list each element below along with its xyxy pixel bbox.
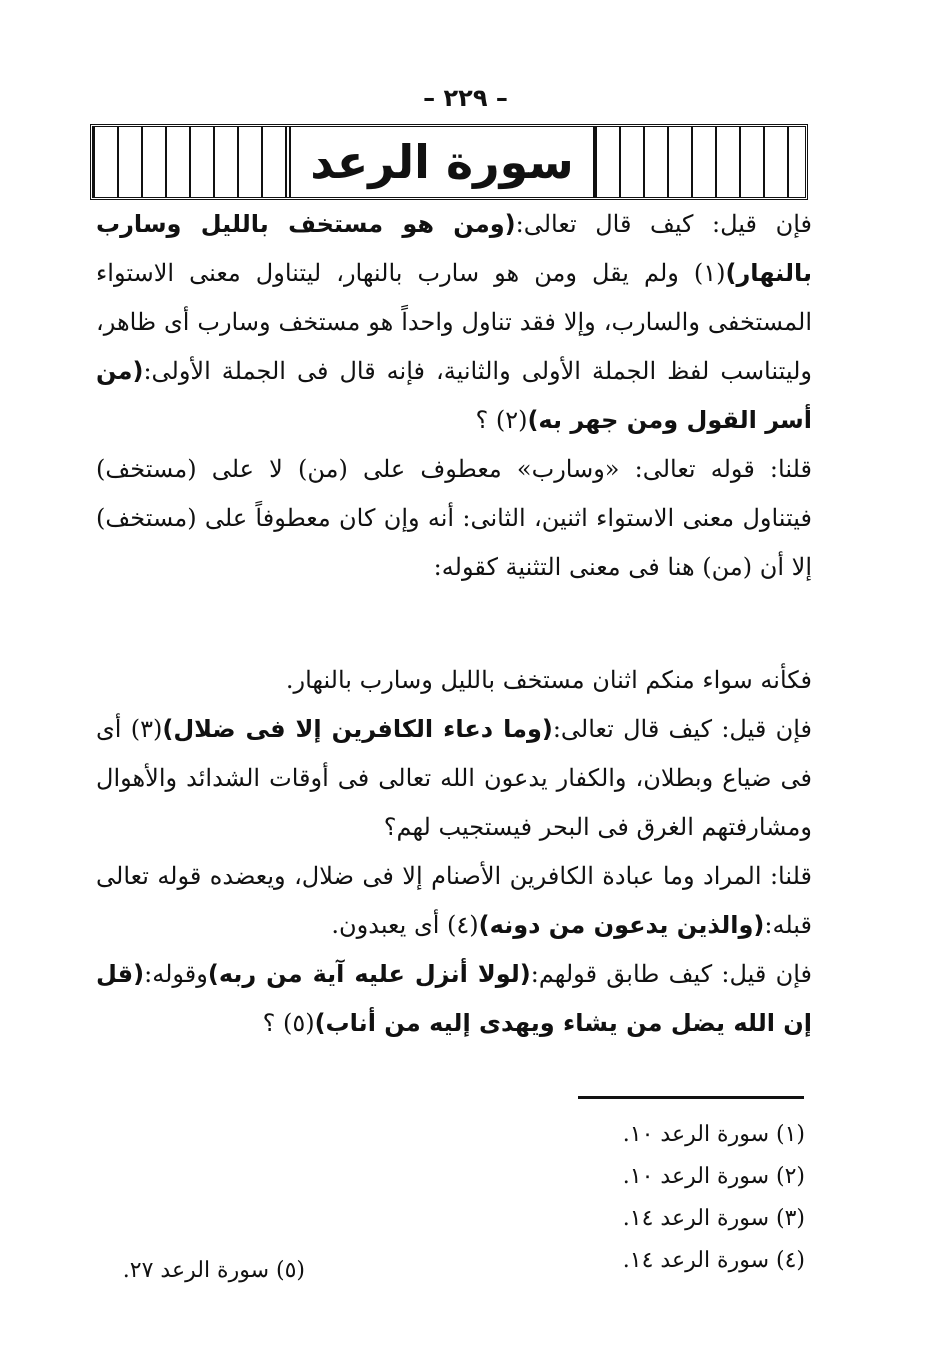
- paragraph-text: قلنا: قوله تعالى: «وسارب» معطوف على (من) لا على (مستخف) فيتناول معنى الاستواء اثنين، الثانى: أنه وإن كان معطوفاً على (مستخف) إلا أن (من) هنا فى معنى التثنية كقوله:: [96, 455, 812, 581]
- paragraph-text: وقوله:: [144, 960, 208, 988]
- footnote-divider: [578, 1096, 804, 1099]
- footnote-ref: (٢) ؟: [475, 406, 528, 434]
- question-1: [96, 200, 812, 445]
- footnote-1: (١) سورة الرعد ١٠.: [622, 1122, 805, 1147]
- paragraph-text: فكأنه سواء منكم اثنان مستخف بالليل وسارب بالنهار.: [285, 666, 812, 694]
- paragraph-text: أى يعبدون.: [331, 911, 448, 939]
- question-3: [96, 950, 812, 1048]
- surah-title: سورة الرعد: [310, 135, 574, 189]
- quran-quote: (ومن هو مستخف بالليل وسارب بالنهار): [96, 210, 812, 287]
- question-intro: فإن قيل: كيف طابق قولهم:: [530, 960, 813, 988]
- quran-quote: (من أسر القول ومن جهر به): [96, 357, 812, 434]
- footnote-2: (٢) سورة الرعد ١٠.: [622, 1164, 805, 1189]
- quran-quote: (وما دعاء الكافرين إلا فى ضلال): [162, 715, 553, 743]
- paragraph-text: أى فى ضياع وبطلان، والكفار يدعون الله تعالى فى أوقات الشدائد والأهوال ومشارفتهم الغرق فى البحر فيستجيب لهم؟: [96, 715, 812, 841]
- answer-1-continued: [96, 656, 812, 705]
- answer-1: [96, 445, 812, 592]
- footnote-3: (٣) سورة الرعد ١٤.: [622, 1206, 805, 1231]
- footnote-ref: (١): [693, 259, 726, 287]
- quran-quote: (قل إن الله يضل من يشاء ويهدى إليه من أناب): [96, 960, 812, 1037]
- footnote-ref: (٣): [130, 715, 163, 743]
- header-title-cell: [289, 127, 595, 197]
- answer-2: [96, 852, 812, 950]
- quran-quote: (والذين يدعون من دونه): [478, 911, 765, 939]
- question-2: [96, 705, 812, 852]
- footnote-ref: (٤): [447, 911, 479, 939]
- paragraph-text: قلنا: المراد وما عبادة الكافرين الأصنام إلا فى ضلال، ويعضده قوله تعالى قبله:: [96, 862, 812, 939]
- footnote-4: (٤) سورة الرعد ١٤.: [622, 1248, 805, 1273]
- question-intro: فإن قيل: كيف قال تعالى:: [515, 210, 812, 238]
- page-number: – ٢٢٩ –: [423, 84, 508, 112]
- footnote-5: (٥) سورة الرعد ٢٧.: [122, 1258, 305, 1283]
- header-ornament-left: [93, 127, 289, 197]
- poetry-verse: [96, 592, 812, 656]
- header-ornament-right: [595, 127, 805, 197]
- surah-header-frame: [90, 124, 808, 200]
- quran-quote: (لولا أنزل عليه آية من ربه): [207, 960, 531, 988]
- body-text: [96, 200, 812, 1048]
- paragraph-text: ولم يقل ومن هو سارب بالنهار، ليتناول معنى الاستواء المستخفى والسارب، وإلا فقد تناول واحداً هو مستخف وسارب أى ظاهر، وليتناسب لفظ الجملة الأولى والثانية، فإنه قال فى الجملة الأولى:: [96, 259, 812, 385]
- footnote-ref: (٥) ؟: [262, 1009, 315, 1037]
- question-intro: فإن قيل: كيف قال تعالى:: [552, 715, 812, 743]
